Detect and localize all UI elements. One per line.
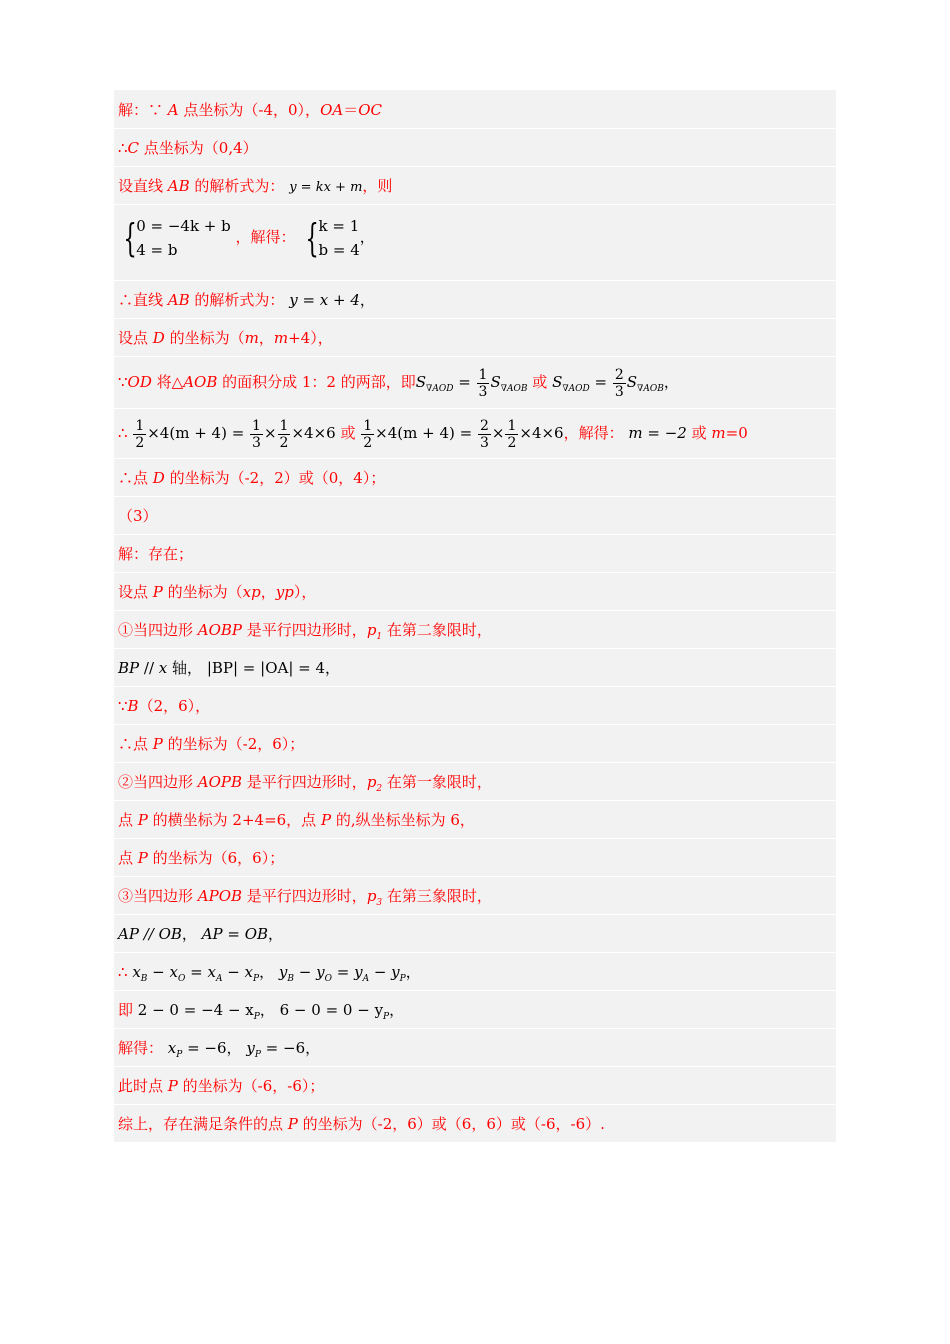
- divider: [114, 800, 836, 801]
- divider: [114, 838, 836, 839]
- equation-system-line: { 0 = −4k + b 4 = b ，解得： { k = 1 b = 4 ，: [123, 216, 375, 260]
- divider: [114, 952, 836, 953]
- divider: [114, 1066, 836, 1067]
- divider: [114, 724, 836, 725]
- fraction: $\frac{2}{3}$: [479, 417, 489, 451]
- solution-line-23: 即 $2 - 0 = -4 - x_P$， $6 - 0 = 0 - y_P$，: [118, 1001, 405, 1022]
- divider: [114, 204, 836, 205]
- solution-line-21: AP // OB， AP = OB，: [118, 925, 284, 943]
- solution-line-8: ∴ $\frac{1}{2}$ ×4(m + 4) = $\frac{1}{3}$ × $\frac{1}{2}$ ×4×6 或 $\frac{1}{2}$ ×4(m + 4) = $\frac{2}{3}$ × $\frac{1}{2}$ ×4×6，解得： m = −2 或 m=0: [118, 417, 748, 451]
- solution-line-2: ∴C 点坐标为（0,4）: [118, 139, 258, 157]
- solution-line-17: ②当四边形 AOPB 是平行四边形时，$p_2$ 在第一象限时，: [118, 773, 492, 794]
- divider: [114, 762, 836, 763]
- fraction: $\frac{1}{3}$: [478, 366, 488, 400]
- solution-line-19: 点 P 的坐标为（6，6）；: [118, 849, 285, 867]
- divider: [114, 648, 836, 649]
- divider: [114, 128, 836, 129]
- solution-line-11: 解：存在；: [118, 545, 194, 563]
- divider: [114, 1104, 836, 1105]
- solution-line-16: ∴点 P 的坐标为（-2，6）；: [118, 735, 305, 753]
- solution-line-15: ∵B（2，6），: [118, 697, 211, 715]
- divider: [114, 280, 836, 281]
- divider: [114, 356, 836, 357]
- divider: [114, 534, 836, 535]
- fraction: $\frac{2}{3}$: [614, 366, 624, 400]
- divider: [114, 408, 836, 409]
- divider: [114, 318, 836, 319]
- divider: [114, 166, 836, 167]
- solution-line-20: ③当四边形 APOB 是平行四边形时，$p_3$ 在第三象限时，: [118, 887, 492, 908]
- solution-line-22: ∴ $x_B - x_O = x_A - x_P$， $y_B - y_O = y_A - y_P$，: [118, 963, 421, 984]
- left-brace: {: [305, 216, 320, 260]
- solution-line-13: ①当四边形 AOBP 是平行四边形时，$p_1$ 在第二象限时，: [118, 621, 492, 642]
- fraction: $\frac{1}{2}$: [363, 417, 373, 451]
- solution-line-14: BP // x 轴， |BP| = |OA| = 4，: [118, 659, 341, 677]
- solution-line-1: 解：∵ A 点坐标为（-4，0），OA＝OC: [118, 101, 382, 119]
- solution-line-18: 点 P 的横坐标为 2+4=6，点 P 的,纵坐标坐标为 6，: [118, 811, 475, 829]
- solution-system: k = 1 b = 4: [318, 217, 360, 259]
- divider: [114, 496, 836, 497]
- divider: [114, 876, 836, 877]
- solution-line-7: ∵OD 将△AOB 的面积分成 1：2 的两部，即$S_{\nabla AOD}$ = $\frac{1}{3}$ $S_{\nabla AOB}$ 或 $S_{\nabla AOD}$ = $\frac{2}{3}$ $S_{\nabla AOB}$，: [118, 366, 679, 400]
- part-3-heading: （3）: [118, 507, 158, 525]
- solution-line-6: 设点 D 的坐标为（m，m+4），: [118, 329, 333, 347]
- divider: [114, 914, 836, 915]
- solution-line-5: ∴直线 AB 的解析式为： y = x + 4，: [118, 291, 375, 309]
- left-brace: {: [123, 216, 137, 260]
- solution-line-12: 设点 P 的坐标为（xp，yp），: [118, 583, 317, 601]
- equation-system: 0 = −4k + b 4 = b: [136, 217, 231, 259]
- divider: [114, 990, 836, 991]
- solution-line-9: ∴点 D 的坐标为（-2，2）或（0，4）；: [118, 469, 386, 487]
- solution-line-25: 此时点 P 的坐标为（-6，-6）；: [118, 1077, 325, 1095]
- divider: [114, 572, 836, 573]
- divider: [114, 610, 836, 611]
- divider: [114, 686, 836, 687]
- divider: [114, 458, 836, 459]
- divider: [114, 1028, 836, 1029]
- solution-line-24: 解得： $x_P = -6$， $y_P = -6$，: [118, 1039, 321, 1060]
- fraction: $\frac{1}{2}$: [135, 417, 145, 451]
- solution-conclusion: 综上，存在满足条件的点 P 的坐标为（-2，6）或（6，6）或（-6，-6）.: [118, 1115, 605, 1133]
- fraction: $\frac{1}{3}$: [252, 417, 261, 451]
- fraction: $\frac{1}{2}$: [507, 417, 517, 451]
- fraction: $\frac{1}{2}$: [279, 417, 289, 451]
- solution-line-3: 设直线 AB 的解析式为： y = kx + m，则: [118, 177, 393, 195]
